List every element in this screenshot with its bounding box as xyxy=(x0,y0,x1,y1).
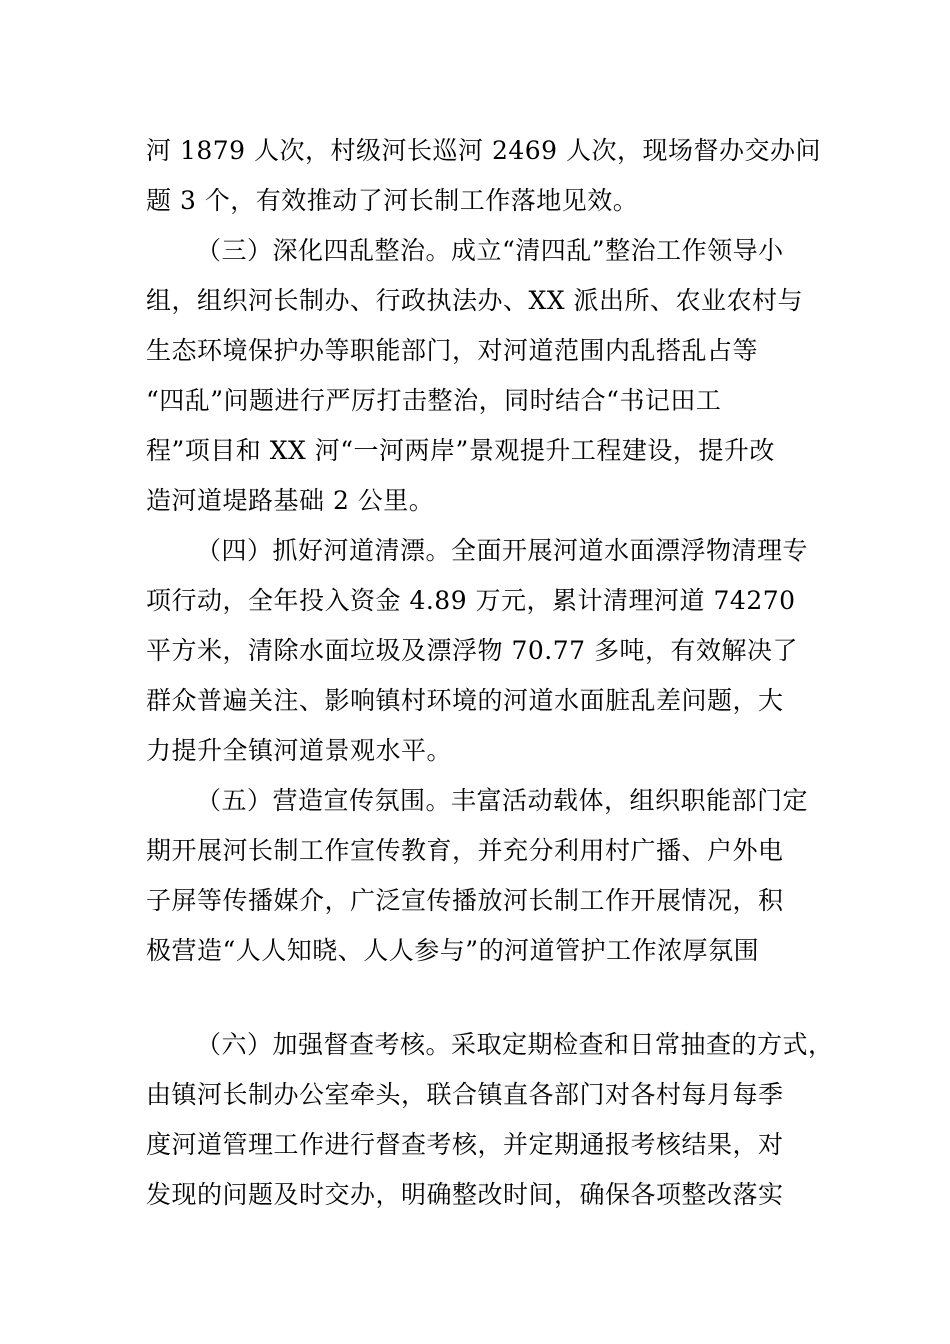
text-line-10: 项行动，全年投入资金 4.89 万元，累计清理河道 74270 xyxy=(146,586,796,615)
text-line-13: 力提升全镇河道景观水平。 xyxy=(146,736,453,765)
paragraph-5-heading-line: （五）营造宣传氛围。丰富活动载体，组织职能部门定 xyxy=(196,786,809,815)
text-line-11: 平方米，清除水面垃圾及漂浮物 70.77 多吨，有效解决了 xyxy=(146,636,798,665)
text-line-4: 组，组织河长制办、行政执法办、XX 派出所、农业农村与 xyxy=(146,286,804,315)
text-line-2: 题 3 个，有效推动了河长制工作落地见效。 xyxy=(146,186,639,215)
text-line-21: 发现的问题及时交办，明确整改时间，确保各项整改落实 xyxy=(146,1180,784,1209)
text-line-8: 造河道堤路基础 2 公里。 xyxy=(146,486,435,515)
text-line-6: “四乱”问题进行严厉打击整治，同时结合“书记田工 xyxy=(146,386,722,415)
text-line-19: 由镇河长制办公室牵头，联合镇直各部门对各村每月每季 xyxy=(146,1080,784,1109)
text-line-1: 河 1879 人次，村级河长巡河 2469 人次，现场督办交办问 xyxy=(146,136,822,165)
text-line-12: 群众普遍关注、影响镇村环境的河道水面脏乱差问题，大 xyxy=(146,686,784,715)
text-line-5: 生态环境保护办等职能部门，对河道范围内乱搭乱占等 xyxy=(146,336,759,365)
paragraph-3-heading-line: （三）深化四乱整治。成立“清四乱”整治工作领导小 xyxy=(196,236,784,265)
paragraph-6-heading-line: （六）加强督查考核。采取定期检查和日常抽查的方式， xyxy=(196,1030,834,1059)
text-line-17: 极营造“人人知晓、人人参与”的河道管护工作浓厚氛围 xyxy=(146,936,760,965)
text-line-15: 期开展河长制工作宣传教育，并充分利用村广播、户外电 xyxy=(146,836,784,865)
text-line-20: 度河道管理工作进行督查考核，并定期通报考核结果，对 xyxy=(146,1130,784,1159)
paragraph-4-heading-line: （四）抓好河道清漂。全面开展河道水面漂浮物清理专 xyxy=(196,536,809,565)
text-line-7: 程”项目和 XX 河“一河两岸”景观提升工程建设，提升改 xyxy=(146,436,775,465)
text-line-16: 子屏等传播媒介，广泛宣传播放河长制工作开展情况，积 xyxy=(146,886,784,915)
